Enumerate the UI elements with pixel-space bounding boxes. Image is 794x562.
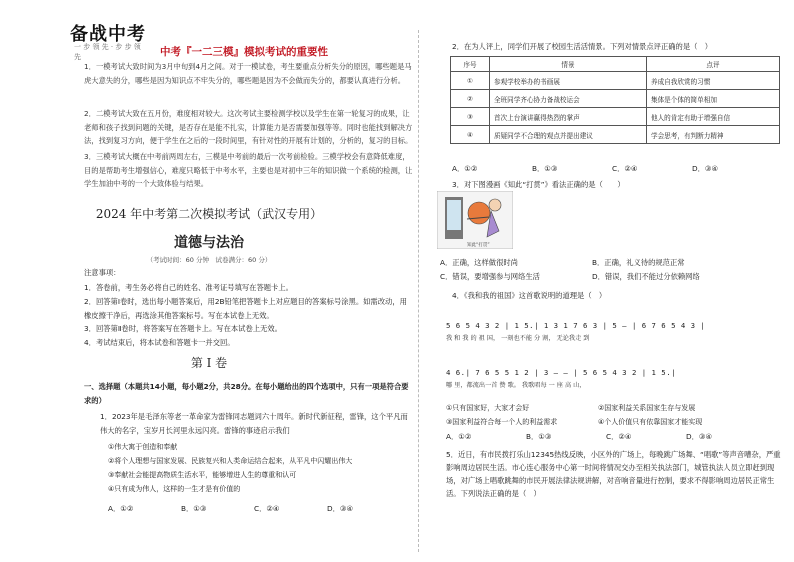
table-cell: 全班同学齐心协力备战校运会 (490, 90, 647, 108)
q1-choice-d[interactable]: D．③④ (327, 504, 353, 513)
exam-meta: （考试时间：60 分钟 试卷满分：60 分） (146, 256, 272, 264)
q4-choices (446, 432, 776, 442)
table-cell: 参观学校举办的书画展 (490, 72, 647, 90)
q2-choice-a[interactable]: A．①② (452, 164, 478, 173)
note-1: 1．答卷前，考生务必将自己的姓名、准考证号填写在答题卡上。 (84, 283, 293, 292)
subject-title: 道德与法治 (174, 235, 244, 251)
question-5-stem: 5．近日，有市民拨打乐山12345热线反映，小区外的广场上，每晚跳广场舞、“唱歌”等声音嘈杂，严重影响周边居民生活。市心连心服务中心第一时间将情况交办至相关执法部门，城管执法人员立即赶到现场，对广场上唱歌跳舞的市民开展法律法规讲解，对音响音量进行控制，要求不得影响周边居民正常生活。下列说法正确的是（ ） (446, 450, 781, 498)
q4-option-4: ④个人价值只有依靠国家才能实现 (598, 418, 703, 426)
q3-option-b[interactable]: B．正确，礼义待的规范正常 (592, 258, 685, 267)
table-header-row (451, 57, 780, 72)
intro-title: 中考『一二三模』模拟考试的重要性 (160, 46, 328, 58)
table-header: 点评 (647, 57, 780, 72)
q4-choice-d[interactable]: D．③④ (686, 432, 712, 441)
table-cell: 集体是个体的简单相加 (647, 90, 780, 108)
q1-option-3: ③奉献社会能提高物质生活水平，能够增进人生的尊重和认可 (108, 471, 297, 479)
intro-paragraph-3: 3．三模考试大概在中考前两周左右，三模是中考前的最后一次考前检验。三模学校会有意降低难度，目的是帮助考生增强信心，难度只略低于中考水平，主要也是对初中三年的知识做一个系统的检测，让学生加油中考的一个大致体验与结果。 (84, 152, 413, 189)
table-row (451, 126, 780, 144)
q3-option-d[interactable]: D．错误，我们不能过分依赖网络 (592, 272, 700, 281)
cartoon-illustration (437, 191, 513, 249)
logo (70, 20, 150, 61)
q4-choice-a[interactable]: A．①② (446, 432, 472, 441)
section-heading: 一、选择题（本题共14小题，每小题2分，共28分。在每小题给出的四个选项中，只有一项是符合要求的） (84, 382, 409, 405)
table-cell: ③ (451, 108, 490, 126)
intro-paragraph-2: 2．二模考试大致在五月份，难度相对较大。这次考试主要检测学校以及学生在第一轮复习的成果，让老师和孩子找到问题的关键，是否存在是能不扎实，计算能力是否需要加强等等。同时也能找到解决方法，找到复习方向，便于学生在之后的一段时间里，有针对性的开展有计划的，分析的，复习的目标。 (84, 109, 413, 146)
note-3: 3．回答第Ⅱ卷时，将答案写在答题卡上。写在本试卷上无效。 (84, 324, 282, 333)
q2-table (450, 56, 780, 144)
q2-choices (452, 164, 782, 174)
lyric-line-1: 我 和 我 的 祖 国， 一刻也不能 分 割， 无论我走 到 (446, 335, 590, 342)
q1-option-2: ②将个人理想与国家发展、民族复兴和人类命运结合起来，从平凡中闪耀出伟大 (108, 457, 353, 465)
cartoon-caption: 知此“打贯” (467, 243, 490, 248)
table-cell: ④ (451, 126, 490, 144)
intro-paragraph-1: 1．一模考试大致时间为3月中旬到4月之间。对于一模试卷，考生要重点分析失分的原因，哪些题是马虎大意失的分，哪些是因为知识点不牢失分的，哪些题是因为不会做而失分的，都要认真进行分析。 (84, 62, 412, 85)
q1-choice-a[interactable]: A．①② (108, 504, 134, 513)
table-cell: 质疑同学不合理的观点并提出建议 (490, 126, 647, 144)
q4-option-2: ②国家利益关系国家生存与发展 (598, 404, 696, 412)
q2-choice-c[interactable]: C．②④ (612, 164, 638, 173)
question-3-stem: 3．对下图漫画《知此“打贯”》看法正确的是（ ） (452, 180, 625, 189)
q1-option-4: ④只有成为伟人，这样的一生才是有价值的 (108, 485, 241, 493)
music-score-line-1: 5 6 5 4 3 2 | 1 5.| 1 3 1 7 6 3 | 5 – | 6 7 6 5 4 3 | (446, 321, 706, 330)
volume-title: 第 Ⅰ 卷 (190, 356, 228, 370)
table-row (451, 72, 780, 90)
table-header: 序号 (451, 57, 490, 72)
question-1-stem: 1．2023年是毛泽东等老一革命家为雷锋同志题词六十周年。新时代新征程，雷锋，这个平凡而伟大的名字，宝岁月长河里永远闪亮。雷锋的事迹启示我们 (100, 412, 408, 435)
table-cell: ② (451, 90, 490, 108)
table-row (451, 90, 780, 108)
q4-choice-b[interactable]: B．①③ (526, 432, 552, 441)
logo-slogan: 一 步 领 先 · 步 步 领 先 (74, 43, 141, 61)
q3-option-c[interactable]: C．错误，要增强参与网络生活 (440, 272, 540, 281)
question-2-stem: 2．在为人评上，同学们开展了校园生活活情景。下列对情景点评正确的是（ ） (452, 42, 713, 51)
q1-choice-c[interactable]: C．②④ (254, 504, 280, 513)
table-cell: ① (451, 72, 490, 90)
q1-option-1: ①伟大寓于创造和奉献 (108, 443, 178, 451)
table-header: 情景 (490, 57, 647, 72)
q1-choice-b[interactable]: B．①③ (181, 504, 207, 513)
table-cell: 首次上台演讲赢得热烈的掌声 (490, 108, 647, 126)
notes-heading: 注意事项： (84, 268, 121, 277)
note-2: 2．回答第Ⅰ卷时，选出每小题答案后，用2B铅笔把答题卡上对应题目的答案标号涂黑。如需改动，用橡皮擦干净后，再选涂其他答案标号。写在本试卷上无效。 (84, 297, 407, 320)
q2-choice-b[interactable]: B．①③ (532, 164, 558, 173)
q4-option-1: ①只有国家好，大家才会好 (446, 404, 530, 412)
q2-choice-d[interactable]: D．③④ (692, 164, 718, 173)
exam-title: 2024 年中考第二次模拟考试（武汉专用） (95, 207, 323, 221)
q1-choices (108, 504, 408, 514)
table-cell: 他人的肯定有助于增强自信 (647, 108, 780, 126)
music-score-line-2: 4 6.| 7 6 5 5 1 2 | 3 – – | 5 6 5 4 3 2 | 1 5.| (446, 368, 676, 377)
lyric-line-2: 哪 里，都流出一首 赞 歌。 我歌唱每 一 座 高 山， (446, 382, 586, 389)
question-4-stem: 4．《我和我的祖国》这首歌说明的道理是（ ） (452, 291, 607, 300)
table-cell: 学会思考，有判断力精神 (647, 126, 780, 144)
q4-choice-c[interactable]: C．②④ (606, 432, 632, 441)
table-cell: 养成自我欣赏的习惯 (647, 72, 780, 90)
q4-option-3: ③国家利益符合每一个人的利益需求 (446, 418, 558, 426)
note-4: 4．考试结束后，将本试卷和答题卡一并交回。 (84, 338, 235, 347)
q3-option-a[interactable]: A．正确，这样做很时尚 (440, 258, 518, 267)
table-row (451, 108, 780, 126)
logo-text: 备战中考 (70, 24, 146, 45)
page-divider (418, 30, 419, 552)
